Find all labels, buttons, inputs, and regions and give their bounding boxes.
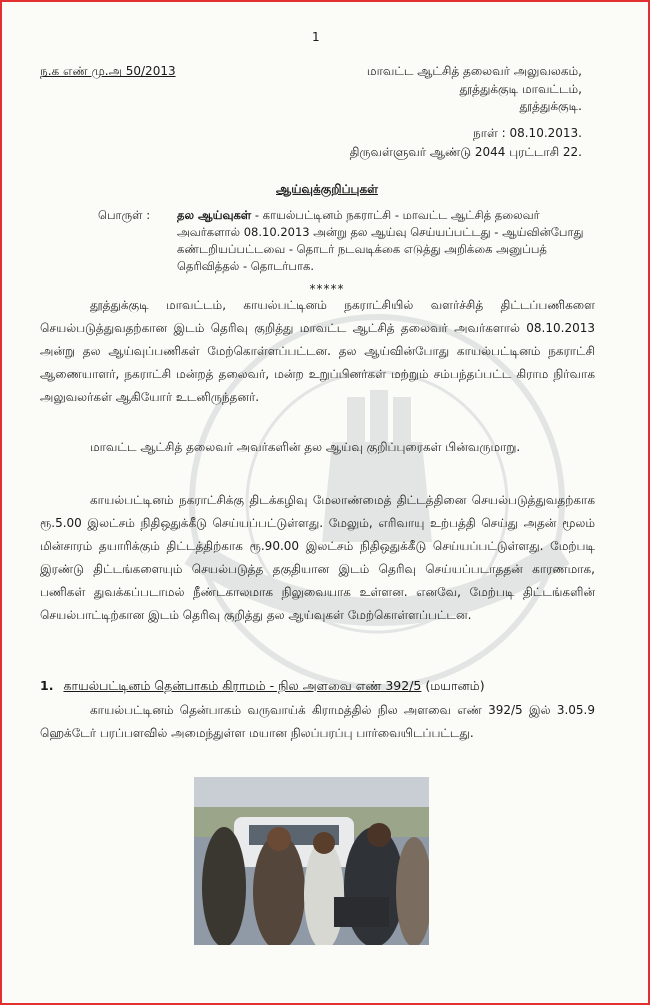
- section-title: காயல்பட்டினம் தென்பாகம் கிராமம் - நில அளவை எண் 392/5: [63, 678, 422, 693]
- tamil-date-line: திருவள்ளுவர் ஆண்டு 2044 புரட்டாசி 22.: [349, 145, 582, 159]
- paragraph-3: காயல்பட்டினம் நகராட்சிக்கு திடக்கழிவு மேலாண்மைத் திட்டத்தினை செயல்படுத்துவதற்காக ரூ.5.00 இலட்சம் நிதிஒதுக்கீடு செய்யப்பட்டுள்ளது. மேலும், எரிவாயு உற்பத்தி செய்து அதன் மூலம் மின்சாரம் தயாரிக்கும் திட்டத்திற்காக ரூ.90.00 இலட்சம் நிதிஒதுக்கீடு செய்யப்பட்டுள்ளது. மேற்படி இரண்டு திட்டங்களையும் செயல்படுத்த தகுதியான இடம் தெரிவு செய்யப்படாததன் காரணமாக, பணிகள் துவக்கப்படாமல் நீண்டகாலமாக நிலுவையாக உள்ளன. எனவே, மேற்படி திட்டங்களின் செயல்பாட்டிற்கான இடம் தெரிவு குறித்து தல ஆய்வுகள் மேற்கொள்ளப்பட்டன.: [40, 493, 595, 622]
- date-line: நாள் : 08.10.2013.: [473, 126, 582, 140]
- section-suffix: (மயானம்): [421, 678, 485, 693]
- paragraph-1: தூத்துக்குடி மாவட்டம், காயல்பட்டினம் நகராட்சியில் வளர்ச்சித் திட்டப்பணிகளை செயல்படுத்துவதற்கான இடம் தெரிவு குறித்து மாவட்ட ஆட்சித் தலைவர் அவர்களால் 08.10.2013 அன்று தல ஆய்வுப்பணிகள் மேற்கொள்ளப்பட்டன. தல ஆய்வின்போது காயல்பட்டினம் நகராட்சி ஆணையாளர், நகராட்சி மன்றத் தலைவர், மன்ற உறுப்பினர்கள் மற்றும் சம்பந்தப்பட்ட கிராம நிர்வாக அலுவலர்கள் ஆகியோர் உடனிருந்தனர்.: [40, 298, 595, 404]
- subject-label: பொருள் :: [98, 208, 151, 222]
- section-number: 1.: [40, 678, 54, 693]
- document-heading: ஆய்வுக்குறிப்புகள்: [276, 182, 378, 196]
- section-1-heading: [40, 678, 485, 695]
- subject-text: [177, 207, 597, 275]
- address-line-2: தூத்துக்குடி மாவட்டம்,: [459, 82, 582, 96]
- address-line-3: தூத்துக்குடி.: [519, 99, 582, 113]
- page-number: 1: [312, 30, 320, 44]
- site-inspection-photo: [194, 777, 429, 945]
- section-1-text: காயல்பட்டினம் தென்பாகம் வருவாய்க் கிராமத்தில் நில அளவை எண் 392/5 இல் 3.05.9 ஹெக்டேர் பரப்பளவில் அமைந்துள்ள மயான நிலப்பரப்பு பார்வையிடப்பட்டது.: [40, 703, 595, 740]
- subject-rest: - காயல்பட்டினம் நகராட்சி - மாவட்ட ஆட்சித் தலைவர் அவர்களால் 08.10.2013 அன்று தல ஆய்வு செய்யப்பட்டது - ஆய்வின்போது கண்டறியப்பட்டவை - தொடர் நடவடிக்கை எடுத்து அறிக்கை அனுப்பத் தெரிவித்தல் - தொடர்பாக.: [177, 208, 584, 273]
- paragraph-2: மாவட்ட ஆட்சித் தலைவர் அவர்களின் தல ஆய்வு குறிப்புரைகள் பின்வருமாறு.: [90, 440, 521, 454]
- subject-bold: தல ஆய்வுகள்: [177, 208, 252, 222]
- separator: *****: [309, 282, 345, 296]
- reference-number: ந.க எண் மு.அ 50/2013: [40, 64, 176, 78]
- address-line-1: மாவட்ட ஆட்சித் தலைவர் அலுவலகம்,: [366, 64, 582, 78]
